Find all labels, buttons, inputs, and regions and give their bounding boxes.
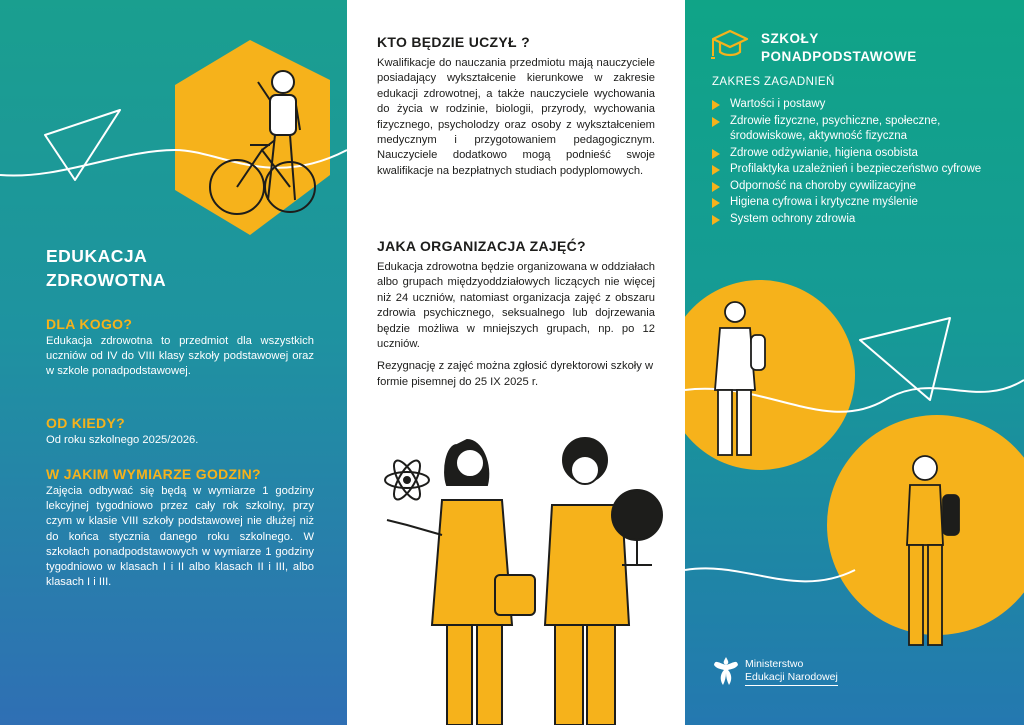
- section-organization: [377, 238, 655, 390]
- list-item-label: Higiena cyfrowa i krytyczne myślenie: [730, 196, 918, 208]
- bullet-arrow-icon: [712, 182, 720, 192]
- section-heading: KTO BĘDZIE UCZYŁ ?: [377, 34, 530, 50]
- section-text: Od roku szkolnego 2025/2026.: [46, 434, 199, 446]
- graduation-cap-icon: [711, 28, 749, 60]
- list-item: [710, 162, 990, 178]
- eagle-emblem-icon: [713, 655, 739, 687]
- section-heading: JAKA ORGANIZACJA ZAJĘĆ?: [377, 238, 586, 254]
- title-line-1: SZKOŁY: [761, 31, 819, 46]
- list-item-label: Wartości i postawy: [730, 98, 826, 110]
- list-item-label: Zdrowie fizyczne, psychiczne, społeczne, środowiskowe, aktywność fizyczna: [730, 114, 941, 142]
- list-item-label: Profilaktyka uzależnień i bezpieczeństwo cyfrowe: [730, 163, 982, 175]
- right-title: [761, 30, 917, 66]
- section-for-whom: [46, 316, 314, 380]
- topics-subtitle: ZAKRES ZAGADNIEŃ: [712, 76, 835, 88]
- male-teacher: [545, 438, 662, 725]
- logo-line-2: Edukacji Narodowej: [745, 671, 838, 686]
- list-item: [710, 146, 990, 162]
- list-item-label: Zdrowe odżywianie, higiena osobista: [730, 146, 918, 159]
- atom-icon: [385, 457, 429, 503]
- right-panel: [685, 0, 1024, 725]
- bullet-arrow-icon: [712, 149, 720, 159]
- globe-icon: [612, 490, 662, 540]
- section-text: Edukacja zdrowotna będzie organizowana w oddziałach albo grupach międzyoddziałowych liczących nie więcej niż 24 uczniów, natomiast organizacja zajęć z obszaru zdrowia psychicznego, seksualnego lub dojrzewania będzie możliwa w mniejszych grupach, np. po 12 uczniów.: [377, 261, 655, 351]
- section-heading: DLA KOGO?: [46, 316, 133, 332]
- ministry-logo: [745, 658, 838, 686]
- teachers-illustration: [367, 425, 667, 725]
- page-title: [46, 244, 166, 292]
- list-item: [710, 97, 990, 113]
- topics-list: [710, 97, 990, 228]
- list-item: [710, 114, 990, 145]
- title-line-1: EDUKACJA: [46, 246, 148, 266]
- list-item: [710, 195, 990, 211]
- bullet-arrow-icon: [712, 117, 720, 127]
- middle-panel: [347, 0, 685, 725]
- list-item-label: System ochrony zdrowia: [730, 212, 856, 225]
- bullet-arrow-icon: [712, 165, 720, 175]
- bullet-arrow-icon: [712, 100, 720, 110]
- bullet-arrow-icon: [712, 198, 720, 208]
- section-text: Kwalifikacje do nauczania przedmiotu mają nauczyciele posiadający wykształcenie kierunkowe w zakresie edukacji zdrowotnej, a także nauczyciele wychowania do życia w rodzinie, biologii, przyrody, wychowania fizycznego, psycholodzy oraz osoby z wykształceniem medycznym i przygotowaniem pedagogicznym. Nauczyciele dodatkowo mogą podnieść swoje kwalifikacje na bezpłatnych studiach podyplomowych.: [377, 57, 655, 177]
- section-hours: [46, 466, 314, 590]
- list-item-label: Odporność na choroby cywilizacyjne: [730, 179, 917, 192]
- white-swoosh-lower: [685, 568, 855, 581]
- title-line-2: PONADPODSTAWOWE: [761, 49, 917, 64]
- list-item: [710, 179, 990, 195]
- list-item: [710, 212, 990, 228]
- logo-line-1: Ministerstwo: [745, 658, 804, 670]
- bullet-arrow-icon: [712, 215, 720, 225]
- section-from-when: [46, 415, 314, 448]
- section-text: Edukacja zdrowotna to przedmiot dla wszystkich uczniów od IV do VIII klasy szkoły podstawowej oraz w szkole ponadpodstawowej.: [46, 335, 314, 378]
- paper-plane-outline: [45, 110, 120, 180]
- section-who-teaches: [377, 34, 655, 179]
- left-panel: [0, 0, 347, 725]
- section-heading: OD KIEDY?: [46, 415, 125, 431]
- yellow-circle-top: [685, 280, 855, 470]
- section-text: Zajęcia odbywać się będą w wymiarze 1 godziny lekcyjnej tygodniowo przez cały rok szkolny, przy czym w klasie VIII szkoły podstawowej nie dłużej niż do końca stycznia danego roku szkolnego. W szkołach ponadpodstawowych w wymiarze 1 godziny tygodniowo w klasach I i II albo klasach II i III, albo klasach I i III.: [46, 485, 314, 589]
- title-line-2: ZDROWOTNA: [46, 270, 167, 290]
- section-heading: W JAKIM WYMIARZE GODZIN?: [46, 466, 261, 482]
- section-note: Rezygnację z zajęć można zgłosić dyrektorowi szkoły w formie pisemnej do 25 IX 2025 r.: [377, 360, 654, 388]
